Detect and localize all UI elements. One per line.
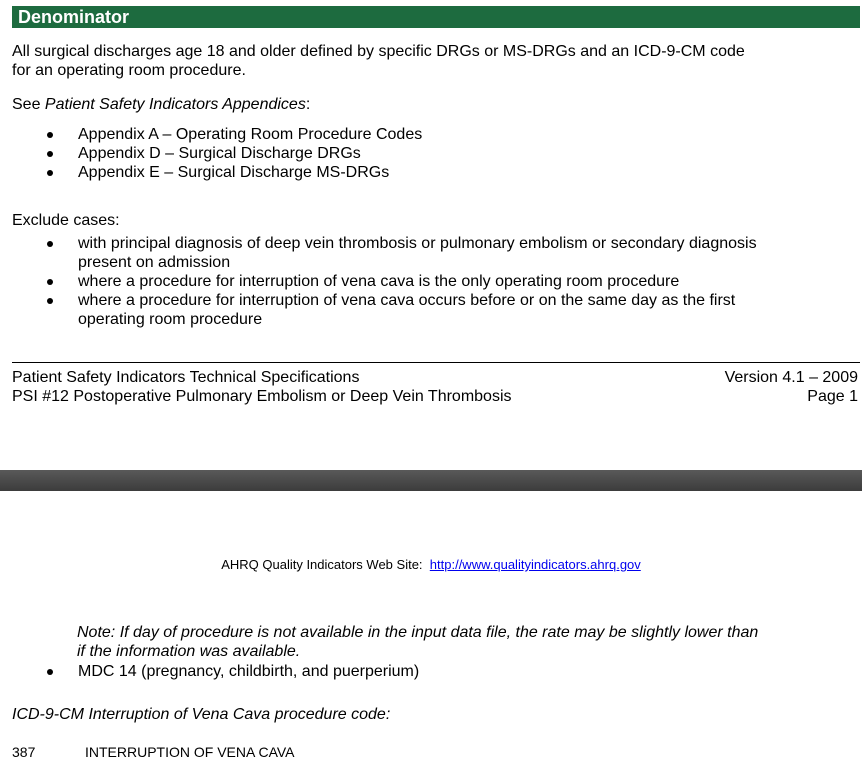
footer-indicator: PSI #12 Postoperative Pulmonary Embolism or Deep Vein Thrombosis — [12, 388, 512, 405]
see-prefix: See — [12, 96, 45, 113]
item-line: where a procedure for interruption of vena cava is the only operating room procedure — [78, 273, 680, 290]
footer-page-number: Page 1 — [807, 388, 858, 405]
definition-line: for an operating room procedure. — [12, 62, 246, 79]
footer-row — [12, 387, 858, 406]
list-item: Appendix D – Surgical Discharge DRGs — [44, 144, 854, 163]
item-line: present on admission — [78, 254, 231, 271]
list-item: Appendix A – Operating Room Procedure Codes — [44, 125, 854, 144]
denominator-heading: Denominator — [12, 6, 860, 28]
note-line: if the information was available. — [77, 643, 301, 660]
footer-doc-title: Patient Safety Indicators Technical Specifications — [12, 369, 360, 386]
footer-divider — [12, 362, 860, 363]
list-item — [44, 234, 854, 272]
code-heading: ICD-9-CM Interruption of Vena Cava procedure code: — [12, 706, 391, 723]
see-suffix: : — [305, 96, 311, 113]
note-text — [77, 623, 853, 661]
exclusion-list — [44, 234, 854, 329]
procedure-code: 387 — [12, 744, 36, 760]
exclude-label: Exclude cases: — [12, 212, 120, 229]
item-line: where a procedure for interruption of vena cava occurs before or on the same day as the first — [78, 292, 736, 309]
footer-version: Version 4.1 – 2009 — [724, 369, 858, 386]
list-item: MDC 14 (pregnancy, childbirth, and puerperium) — [44, 662, 854, 681]
website-line — [0, 557, 862, 573]
procedure-description: INTERRUPTION OF VENA CAVA — [85, 744, 295, 760]
mdc-list — [44, 662, 854, 681]
list-item — [44, 272, 854, 291]
definition-line: All surgical discharges age 18 and older defined by specific DRGs or MS-DRGs and an ICD-9-CM code — [12, 43, 745, 60]
page-separator — [0, 470, 862, 491]
note-line: Note: If day of procedure is not available in the input data file, the rate may be slightly lower than — [77, 624, 759, 641]
item-line: operating room procedure — [78, 311, 263, 328]
list-item — [44, 291, 854, 329]
item-line: with principal diagnosis of deep vein thrombosis or pulmonary embolism or secondary diagnosis — [78, 235, 757, 252]
appendices-title: Patient Safety Indicators Appendices — [44, 96, 306, 113]
list-item: Appendix E – Surgical Discharge MS-DRGs — [44, 163, 854, 182]
see-appendices — [12, 95, 852, 114]
website-link[interactable]: http://www.qualityindicators.ahrq.gov — [429, 557, 641, 572]
appendix-list — [44, 125, 854, 182]
website-label: AHRQ Quality Indicators Web Site: — [221, 557, 423, 572]
footer-row — [12, 368, 858, 387]
denominator-definition — [12, 42, 852, 80]
